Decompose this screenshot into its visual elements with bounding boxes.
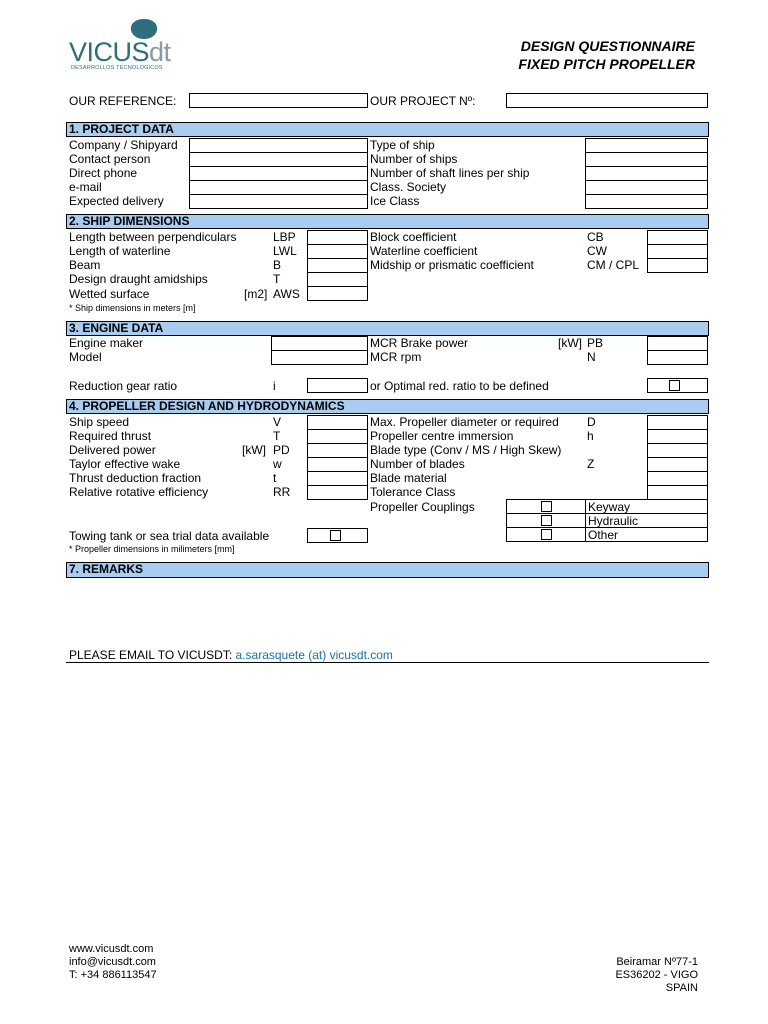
coupling-keyway-checkbox[interactable] [541, 501, 552, 512]
prop-label-rotative-eff: Relative rotative efficiency [69, 485, 209, 499]
our-reference-label: OUR REFERENCE: [69, 94, 177, 108]
company-field[interactable] [189, 138, 368, 153]
lbp-field[interactable] [307, 230, 368, 245]
section-title: 1. PROJECT DATA [69, 122, 174, 136]
ship-label-beam: Beam [69, 258, 101, 272]
thrust-deduction-field[interactable] [307, 471, 368, 486]
prop-sym-wake: w [273, 457, 282, 471]
prop-sym-num-blades: Z [587, 457, 595, 471]
doc-title-line2: FIXED PITCH PROPELLER [518, 56, 695, 72]
diameter-field[interactable] [647, 415, 708, 430]
blade-material-field[interactable] [647, 471, 708, 486]
brake-power-field[interactable] [647, 336, 708, 351]
prop-sym-speed: V [273, 415, 282, 429]
engine-sym-brake-power: PB [587, 336, 604, 350]
footer-email[interactable]: info@vicusdt.com [69, 956, 156, 968]
section-remarks [66, 562, 709, 578]
prop-label-blade-type: Blade type (Conv / MS / High Skew) [370, 443, 562, 457]
ship-dimensions-note: * Ship dimensions in meters [m] [69, 303, 196, 313]
optimal-ratio-checkbox[interactable] [669, 380, 680, 391]
project-label-email: e-mail [69, 180, 102, 194]
ship-label-wetted: Wetted surface [69, 287, 150, 301]
prop-sym-diameter: D [587, 415, 596, 429]
engine-label-optimal-ratio: or Optimal red. ratio to be defined [370, 379, 549, 393]
prop-sym-thrust: T [273, 429, 281, 443]
ship-sym-lbp: LBP [273, 230, 296, 244]
cw-field[interactable] [647, 244, 708, 259]
wetted-surface-field[interactable] [307, 286, 368, 301]
engine-label-model: Model [69, 350, 102, 364]
ship-sym-cm: CM / CPL [587, 258, 640, 272]
company-logo [66, 18, 176, 70]
rpm-field[interactable] [647, 350, 708, 365]
project-label-shaft-lines: Number of shaft lines per ship [370, 166, 530, 180]
engine-label-gear-ratio: Reduction gear ratio [69, 379, 178, 393]
project-label-delivery: Expected delivery [69, 194, 164, 208]
logo-brand-main: VICUS [69, 37, 150, 67]
ship-label-lwl: Length of waterline [69, 244, 171, 258]
contact-field[interactable] [189, 152, 368, 167]
engine-label-rpm: MCR rpm [370, 350, 422, 364]
project-label-contact: Contact person [69, 152, 151, 166]
ship-speed-field[interactable] [307, 415, 368, 430]
phone-field[interactable] [189, 166, 368, 181]
coupling-keyway-label: Keyway [588, 500, 631, 514]
ship-type-field[interactable] [585, 138, 708, 153]
section-title: 4. PROPELLER DESIGN AND HYDRODYNAMICS [69, 399, 345, 413]
towing-tank-label: Towing tank or sea trial data available [69, 529, 270, 543]
footer-address-street: Beiramar Nº77-1 [616, 956, 698, 968]
num-blades-field[interactable] [647, 457, 708, 472]
section-title: 2. SHIP DIMENSIONS [69, 214, 190, 228]
coupling-hydraulic-label: Hydraulic [588, 514, 639, 528]
prop-label-immersion: Propeller centre immersion [370, 429, 514, 443]
cb-field[interactable] [647, 230, 708, 245]
ship-sym-draught: T [273, 272, 281, 286]
delivered-power-field[interactable] [307, 443, 368, 458]
ship-sym-beam: B [273, 258, 282, 272]
immersion-field[interactable] [647, 429, 708, 444]
coupling-other-checkbox[interactable] [541, 529, 552, 540]
project-label-company: Company / Shipyard [69, 138, 178, 152]
prop-label-blade-material: Blade material [370, 471, 447, 485]
engine-model-field[interactable] [271, 350, 368, 365]
ship-unit-wetted: [m2] [244, 287, 268, 301]
prop-label-wake: Taylor effective wake [69, 457, 181, 471]
draught-field[interactable] [307, 272, 368, 287]
num-ships-field[interactable] [585, 152, 708, 167]
tolerance-field[interactable] [647, 485, 708, 500]
our-reference-field[interactable] [189, 93, 368, 108]
prop-unit-power: [kW] [242, 443, 266, 457]
prop-label-thrust: Required thrust [69, 429, 152, 443]
engine-unit-brake-power: [kW] [558, 336, 582, 350]
email-field[interactable] [189, 180, 368, 195]
section-project-data [66, 122, 709, 137]
engine-sym-rpm: N [587, 350, 596, 364]
towing-tank-checkbox[interactable] [330, 530, 341, 541]
shaft-lines-field[interactable] [585, 166, 708, 181]
engine-sym-gear-ratio: i [273, 379, 276, 393]
beam-field[interactable] [307, 258, 368, 273]
our-project-field[interactable] [506, 93, 708, 108]
coupling-hydraulic-checkbox[interactable] [541, 515, 552, 526]
ship-sym-cb: CB [587, 230, 604, 244]
section-propeller-design [66, 399, 709, 414]
footer-website[interactable]: www.vicusdt.com [69, 943, 154, 955]
blade-type-field[interactable] [647, 443, 708, 458]
project-label-ship-type: Type of ship [370, 138, 435, 152]
cm-field[interactable] [647, 258, 708, 273]
footer-address-city: ES36202 - VIGO [615, 969, 698, 981]
ship-label-cm: Midship or prismatic coefficient [370, 258, 534, 272]
email-label: PLEASE EMAIL TO VICUSDT: [69, 648, 233, 662]
email-link[interactable]: a.sarasquete (at) vicusdt.com [235, 648, 393, 662]
prop-label-speed: Ship speed [69, 415, 130, 429]
logo-tagline: DESARROLLOS TECNOLOGICOS [71, 65, 163, 71]
project-label-ice-class: Ice Class [370, 194, 420, 208]
section-engine-data [66, 321, 709, 336]
prop-label-power: Delivered power [69, 443, 156, 457]
wake-field[interactable] [307, 457, 368, 472]
gear-ratio-field[interactable] [307, 378, 368, 393]
prop-sym-power: PD [273, 443, 290, 457]
section-title: 3. ENGINE DATA [69, 321, 164, 335]
lwl-field[interactable] [307, 244, 368, 259]
rotative-efficiency-field[interactable] [307, 485, 368, 500]
required-thrust-field[interactable] [307, 429, 368, 444]
prop-sym-rotative-eff: RR [273, 485, 291, 499]
ship-label-lbp: Length between perpendiculars [69, 230, 237, 244]
class-society-field[interactable] [585, 180, 708, 195]
section-title: 7. REMARKS [69, 562, 144, 576]
engine-label-brake-power: MCR Brake power [370, 336, 469, 350]
ship-sym-wetted: AWS [273, 287, 300, 301]
engine-maker-field[interactable] [271, 336, 368, 351]
project-label-phone: Direct phone [69, 166, 138, 180]
ice-class-field[interactable] [585, 194, 708, 209]
section-ship-dimensions [66, 214, 709, 229]
prop-sym-thrust-deduction: t [273, 471, 277, 485]
delivery-field[interactable] [189, 194, 368, 209]
prop-label-thrust-deduction: Thrust deduction fraction [69, 471, 202, 485]
prop-label-num-blades: Number of blades [370, 457, 465, 471]
our-project-label: OUR PROJECT Nº: [370, 94, 476, 108]
propeller-dimensions-note: * Propeller dimensions in milimeters [mm] [69, 544, 235, 554]
footer-address-country: SPAIN [665, 982, 698, 994]
email-instruction [69, 648, 393, 662]
prop-label-couplings: Propeller Couplings [370, 500, 475, 514]
prop-label-tolerance: Tolerance Class [370, 485, 456, 499]
ship-label-cb: Block coefficient [370, 230, 457, 244]
doc-title-line1: DESIGN QUESTIONNAIRE [520, 38, 695, 54]
coupling-other-label: Other [588, 528, 619, 542]
ship-sym-lwl: LWL [273, 244, 297, 258]
engine-label-maker: Engine maker [69, 336, 144, 350]
project-label-class-society: Class. Society [370, 180, 447, 194]
ship-label-draught: Design draught amidships [69, 272, 208, 286]
email-divider [66, 662, 709, 663]
prop-sym-immersion: h [587, 429, 594, 443]
footer-phone: T: +34 886113547 [69, 969, 157, 981]
logo-brand-suffix: dt [149, 37, 171, 67]
ship-sym-cw: CW [587, 244, 607, 258]
project-label-num-ships: Number of ships [370, 152, 458, 166]
ship-label-cw: Waterline coefficient [370, 244, 478, 258]
prop-label-diameter: Max. Propeller diameter or required [370, 415, 559, 429]
